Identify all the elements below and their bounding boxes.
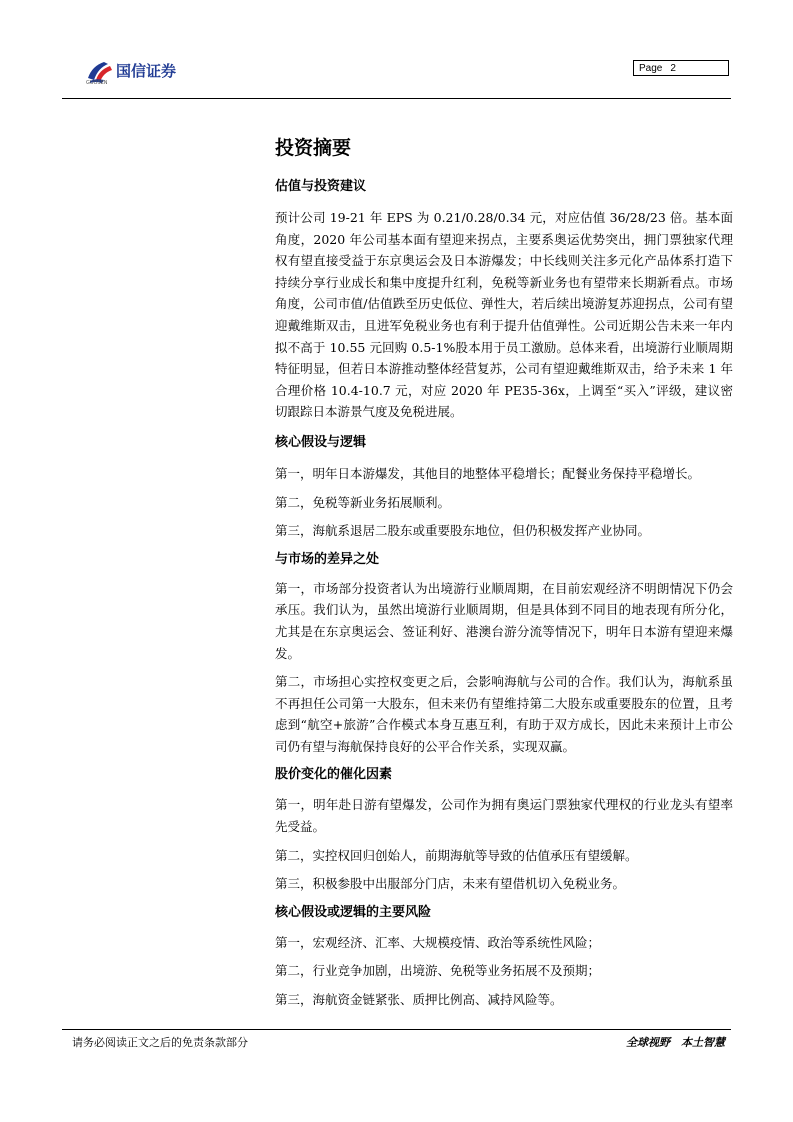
- paragraph: 第一，宏观经济、汇率、大规模疫情、政治等系统性风险；: [275, 934, 601, 950]
- footer-divider: [62, 1029, 731, 1030]
- brand-name: 国信证券: [116, 62, 177, 80]
- company-logo: [84, 58, 204, 86]
- paragraph: 第三，积极参股中出服部分门店，未来有望借机切入免税业务。: [275, 876, 626, 892]
- paragraph: 第二，行业竞争加剧，出境游、免税等业务拓展不及预期；: [275, 963, 601, 979]
- page-title: 投资摘要: [275, 137, 352, 159]
- header-divider: [62, 98, 731, 99]
- section-heading: 核心假设与逻辑: [275, 434, 367, 450]
- paragraph: 第二，免税等新业务拓展顺利。: [275, 494, 451, 510]
- paragraph: 第三，海航资金链紧张、质押比例高、减持风险等。: [275, 992, 563, 1008]
- section-heading: 股价变化的催化因素: [275, 767, 393, 783]
- page-number: 2: [670, 63, 676, 74]
- page-label: Page: [639, 63, 663, 74]
- paragraph: 预计公司 19-21 年 EPS 为 0.21/0.28/0.34 元，对应估值 36/28/23 倍。基本面角度，2020 年公司基本面有望迎来拐点，主要系奥运优势突出，拥门票独家代理权有望直接受益于东京奥运会及日本游爆发；中长线则关注多元化产品体系打造下持续分享行业成长和集中度提升红利，免税等新业务也有望带来长期新看点。市场角度，公司市值/估值跌至历史低位、弹性大，若后续出境游复苏迎拐点，公司有望迎戴维斯双击，且进军免税业务也有利于提升估值弹性。公司近期公告未来一年内拟不高于 10.55 元回购 0.5-1%股本用于员工激励。总体来看，出境游行业顺周期特征明显，但若日本游推动整体经营复苏，公司有望迎戴维斯双击，给予未来 1 年合理价格 10.4-10.7 元，对应 2020 年 PE35-36x，上调至“买入”评级，建议密切跟踪日本游景气度及免税进展。: [275, 210, 733, 420]
- section-heading: 与市场的差异之处: [275, 551, 380, 567]
- section-catalysts: [275, 765, 733, 894]
- paragraph: 第一，市场部分投资者认为出境游行业顺周期，在目前宏观经济不明朗情况下仍会承压。我们认为，虽然出境游行业顺周期，但是具体到不同目的地表现有所分化，尤其是在东京奥运会、签证利好、港澳台游分流等情况下，明年日本游有望迎来爆发。: [275, 580, 733, 661]
- paragraph: 第二，市场担心实控权变更之后，会影响海航与公司的合作。我们认为，海航系虽不再担任公司第一大股东，但未来仍有望维持第二大股东或重要股东的位置，且考虑到“航空+旅游”合作模式本身互惠互利，有助于双方成长，因此未来预计上市公司仍有望与海航保持良好的公平合作关系，实现双赢。: [275, 674, 733, 754]
- section-market-difference: [275, 550, 733, 758]
- section-heading: 估值与投资建议: [275, 179, 367, 194]
- footer-slogan: 全球视野 本土智慧: [626, 1036, 725, 1049]
- paragraph: 第二，实控权回归创始人，前期海航等导致的估值承压有望缓解。: [275, 847, 638, 863]
- section-heading: 核心假设或逻辑的主要风险: [275, 904, 432, 920]
- paragraph: 第三，海航系退居二股东或重要股东地位，但仍积极发挥产业协同。: [275, 523, 651, 539]
- section-valuation: [275, 177, 733, 423]
- paragraph: 第一，明年日本游爆发，其他目的地整体平稳增长；配餐业务保持平稳增长。: [275, 465, 701, 481]
- section-risks: [275, 903, 733, 1011]
- page-indicator: [633, 60, 729, 76]
- main-content: [275, 132, 733, 1011]
- footer-disclaimer: 请务必阅读正文之后的免责条款部分: [72, 1036, 248, 1049]
- section-core-assumptions: [275, 433, 733, 542]
- brand-name-en: GUOSEN: [86, 80, 108, 86]
- paragraph: 第一，明年赴日游有望爆发，公司作为拥有奥运门票独家代理权的行业龙头有望率先受益。: [275, 797, 733, 835]
